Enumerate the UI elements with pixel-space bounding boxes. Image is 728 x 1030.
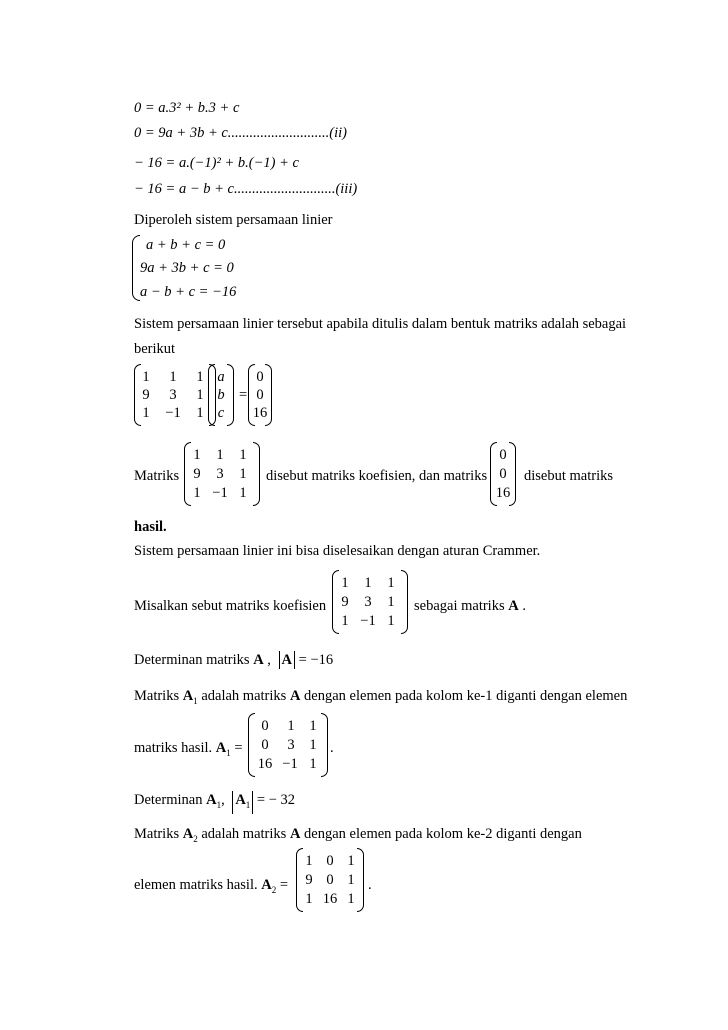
matrix-cell: −1: [282, 756, 298, 772]
matrix-label: A: [289, 688, 301, 704]
equals-sign: =: [279, 877, 289, 893]
matrix-label: A: [206, 792, 217, 808]
right-paren: [401, 570, 408, 634]
matrix-cell: a: [217, 369, 225, 385]
matrix-cell: 1: [309, 737, 317, 753]
paragraph-text: [134, 739, 243, 762]
matrix-cell: 0: [256, 387, 264, 403]
matrix-cell: 1: [287, 718, 295, 734]
matrix-cell: 1: [196, 369, 204, 385]
adalah-text: adalah matriks: [201, 826, 287, 842]
paragraph-text: disebut matriks koefisien, dan matriks: [266, 468, 488, 484]
matrix-label: A: [182, 688, 194, 704]
determinan-text: Determinan: [134, 792, 203, 808]
matrix-cell: 1: [309, 756, 317, 772]
paragraph-text: berikut: [134, 341, 176, 357]
system-equation: a − b + c = −16: [140, 284, 237, 300]
comma: ,: [267, 652, 271, 668]
matrix-cell: 1: [347, 853, 355, 869]
equation-system: [132, 231, 332, 303]
matriks-hasil-text: matriks hasil.: [134, 740, 213, 756]
right-paren: [253, 442, 260, 506]
matrix-label: A: [253, 652, 264, 668]
subscript: 1: [193, 695, 198, 706]
matrix-cell: 16: [252, 405, 268, 421]
system-equation: a + b + c = 0: [146, 237, 226, 253]
determinant-value: = −16: [298, 652, 334, 668]
paragraph-text: Diperoleh sistem persamaan linier: [134, 212, 333, 228]
matrix-cell: 1: [341, 613, 349, 629]
matrix-cell: −1: [360, 613, 376, 629]
determinan-text: Determinan matriks: [134, 652, 250, 668]
period: .: [522, 598, 526, 614]
matrix-coefficient: [332, 570, 408, 634]
determinant-bars: [232, 791, 253, 814]
elemen-matriks-hasil-text: elemen matriks hasil.: [134, 877, 258, 893]
matrix-cell: 1: [387, 613, 395, 629]
brace-left: [132, 235, 140, 301]
matrix-cell: 9: [341, 594, 349, 610]
matrix-coefficient: [134, 364, 216, 426]
dengan-text: dengan elemen pada kolom ke-1 diganti dengan elemen: [304, 688, 628, 704]
matrix-label: A: [281, 652, 293, 668]
matrix-cell: 3: [169, 387, 177, 403]
matrix-label: A: [289, 826, 301, 842]
matrix-cell: c: [217, 405, 225, 421]
equals-sign: =: [239, 387, 248, 403]
comma: ,: [221, 792, 225, 808]
matrix-A1: [248, 713, 328, 777]
matrix-cell: 0: [261, 718, 269, 734]
matrix-cell: 16: [322, 891, 338, 907]
matrix-cell: 1: [347, 872, 355, 888]
paragraph-text: [134, 876, 288, 899]
paragraph-text: disebut matriks: [524, 468, 614, 484]
paragraph-text: Sistem persamaan linier ini bisa diselesaikan dengan aturan Crammer.: [134, 543, 541, 559]
matrix-cell: 1: [341, 575, 349, 591]
matrix-result: [248, 364, 272, 426]
matrix-cell: 1: [216, 447, 224, 463]
matrix-label: A: [235, 792, 246, 808]
matriks-text: Matriks: [134, 826, 180, 842]
matrix-label: A: [508, 598, 519, 614]
matrix-result: [490, 442, 516, 506]
matrix-variables: [208, 364, 234, 426]
subscript: 1: [245, 799, 251, 810]
matrix-cell: 1: [305, 891, 313, 907]
matrix-A2: [296, 848, 364, 912]
matrix-cell: b: [217, 387, 225, 403]
paragraph-text: hasil.: [134, 519, 167, 535]
subscript: 2: [193, 833, 198, 844]
matrix-cell: 1: [305, 853, 313, 869]
matrix-cell: 1: [169, 369, 177, 385]
matrix-cell: 0: [326, 872, 334, 888]
period: .: [330, 740, 334, 756]
matrix-cell: 1: [364, 575, 372, 591]
matrix-cell: 1: [193, 447, 201, 463]
matrix-cell: 16: [257, 756, 273, 772]
matrix-cell: 16: [495, 485, 511, 501]
matrix-cell: 1: [239, 466, 247, 482]
matrix-coefficient: [184, 442, 260, 506]
matrix-cell: 9: [193, 466, 201, 482]
matrix-cell: 1: [309, 718, 317, 734]
matrix-cell: 0: [326, 853, 334, 869]
matrix-cell: 9: [305, 872, 313, 888]
paragraph-text: [134, 687, 627, 710]
matrix-cell: 1: [387, 594, 395, 610]
paragraph-text: [134, 791, 295, 814]
matrix-cell: 1: [196, 387, 204, 403]
matrix-cell: 1: [196, 405, 204, 421]
matrix-cell: 1: [387, 575, 395, 591]
matrix-cell: 1: [142, 369, 150, 385]
matrix-cell: 0: [261, 737, 269, 753]
subscript: 2: [271, 884, 277, 895]
matrix-label: A: [182, 826, 194, 842]
right-paren: [321, 713, 328, 777]
paragraph-text: Matriks: [134, 468, 180, 484]
paragraph-text: [414, 597, 526, 615]
matriks-text: Matriks: [134, 688, 180, 704]
matrix-cell: −1: [165, 405, 181, 421]
equation-line: − 16 = a − b + c............................(iii): [134, 181, 358, 197]
matrix-cell: 1: [193, 485, 201, 501]
subscript: 1: [226, 747, 231, 758]
paragraph-text: Misalkan sebut matriks koefisien: [134, 598, 327, 614]
subscript: 1: [216, 799, 222, 810]
system-equation: 9a + 3b + c = 0: [140, 260, 234, 276]
period: .: [368, 877, 372, 893]
matrix-label: A: [215, 740, 227, 756]
paragraph-text: Sistem persamaan linier tersebut apabila ditulis dalam bentuk matriks adalah sebagai: [134, 316, 627, 332]
dengan-text: dengan elemen pada kolom ke-2 diganti dengan: [304, 826, 582, 842]
matrix-cell: 1: [142, 405, 150, 421]
equals-sign: =: [234, 740, 243, 756]
matrix-cell: 3: [216, 466, 224, 482]
paragraph-text: [134, 651, 333, 669]
matrix-cell: 0: [256, 369, 264, 385]
matrix-cell: 3: [287, 737, 295, 753]
matrix-cell: 9: [142, 387, 150, 403]
matrix-cell: 0: [499, 447, 507, 463]
determinant-value: = − 32: [256, 792, 296, 808]
equation-line: 0 = 9a + 3b + c............................(ii): [134, 125, 348, 141]
equation-line: − 16 = a.(−1)² + b.(−1) + c: [134, 155, 299, 171]
matrix-cell: 1: [347, 891, 355, 907]
determinant-bars: [279, 651, 295, 669]
matrix-cell: −1: [212, 485, 228, 501]
paragraph-text: [134, 825, 582, 848]
matrix-cell: 3: [364, 594, 372, 610]
matrix-cell: 1: [239, 447, 247, 463]
matrix-cell: 1: [239, 485, 247, 501]
sebagai-text: sebagai matriks: [414, 598, 505, 614]
matrix-label: A: [261, 877, 272, 893]
adalah-text: adalah matriks: [201, 688, 287, 704]
matrix-cell: 0: [499, 466, 507, 482]
equation-line: 0 = a.3² + b.3 + c: [134, 100, 240, 116]
